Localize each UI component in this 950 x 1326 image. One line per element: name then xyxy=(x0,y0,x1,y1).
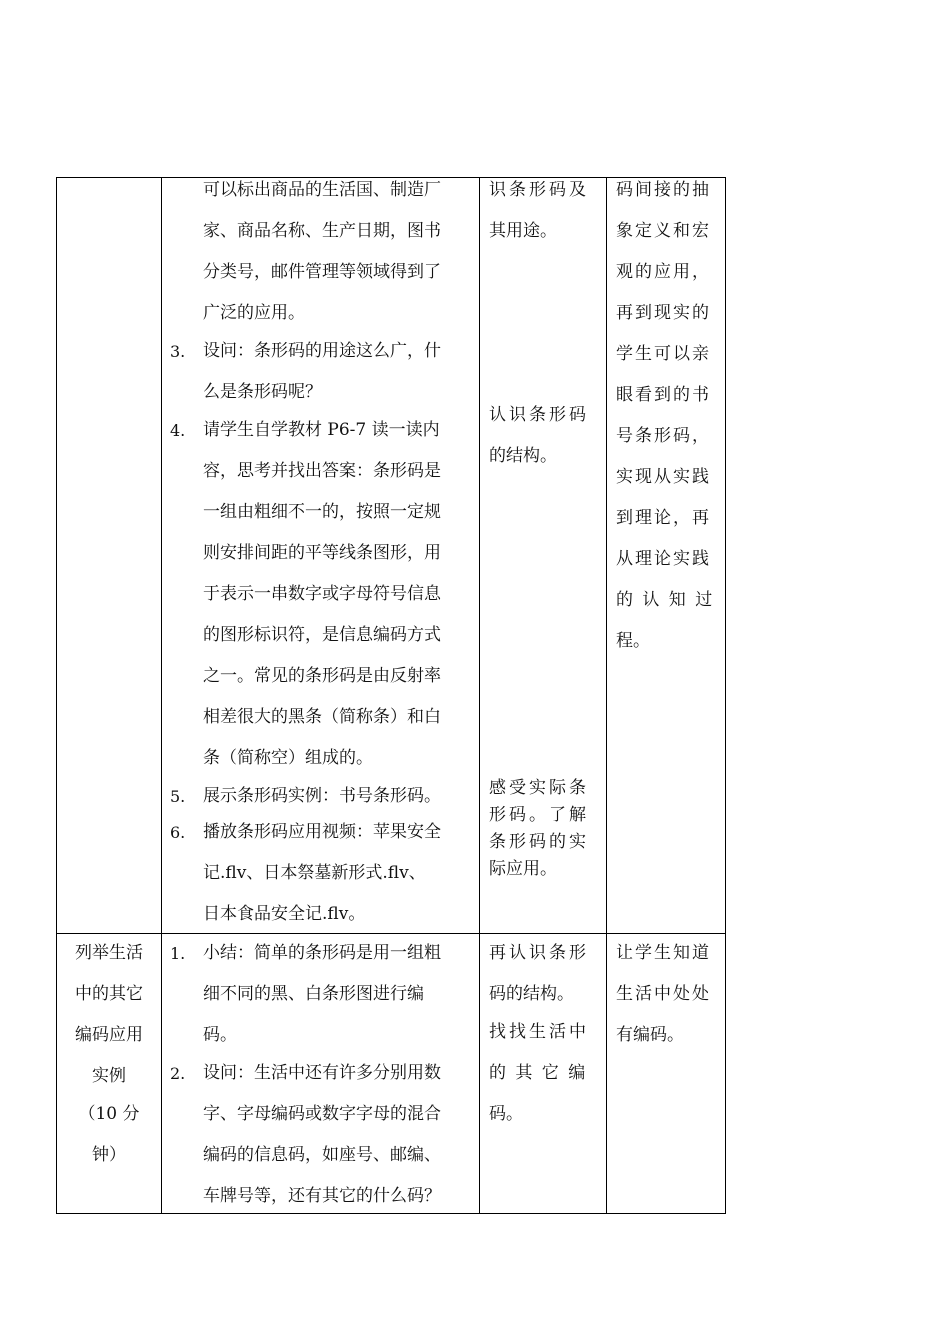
text-line: 小结：简单的条形码是用一组粗 xyxy=(203,943,441,963)
text-line: 的 认 知 过 xyxy=(616,590,715,610)
text-line: 观的应用， xyxy=(616,262,711,282)
text-line: 的图形标识符，是信息编码方式 xyxy=(203,625,441,645)
text-line: 号条形码， xyxy=(616,426,711,446)
text-line: 展示条形码实例：书号条形码。 xyxy=(203,786,441,806)
list-number: 3. xyxy=(170,342,186,361)
text-line: 字、字母编码或数字字母的混合 xyxy=(203,1104,441,1124)
text-line: 码。 xyxy=(489,1104,523,1124)
text-line: 可以标出商品的生活国、制造厂 xyxy=(203,180,441,200)
text-line: 码间接的抽 xyxy=(616,180,711,200)
text-line: 一组由粗细不一的，按照一定规 xyxy=(203,502,441,522)
text-line: 程。 xyxy=(616,631,650,651)
text-line: 于表示一串数字或字母符号信息 xyxy=(203,584,441,604)
text-line: 日本食品安全记.flv。 xyxy=(203,904,366,924)
text-line: 感受实际条 xyxy=(489,778,589,798)
text-line: 生活中处处 xyxy=(616,984,711,1004)
text-line: 则安排间距的平等线条图形，用 xyxy=(203,543,441,563)
text-line: 记.flv、日本祭墓新形式.flv、 xyxy=(203,863,426,883)
list-number: 1. xyxy=(170,944,186,963)
text-line: 车牌号等，还有其它的什么码？ xyxy=(203,1186,441,1206)
text-line: 设问：生活中还有许多分别用数 xyxy=(203,1063,441,1083)
text-line: 让学生知道 xyxy=(616,943,711,963)
text-line: 学生可以亲 xyxy=(616,344,711,364)
text-line: 容，思考并找出答案：条形码是 xyxy=(203,461,441,481)
text-line: 播放条形码应用视频：苹果安全 xyxy=(203,822,441,842)
text-line: 码。 xyxy=(203,1025,237,1045)
text-line: 分类号，邮件管理等领域得到了 xyxy=(203,262,441,282)
text-line: 再到现实的 xyxy=(616,303,711,323)
text-line: 相差很大的黑条（简称条）和白 xyxy=(203,707,441,727)
text-line: 中的其它 xyxy=(75,984,143,1004)
text-line: 编码的信息码，如座号、邮编、 xyxy=(203,1145,441,1165)
text-line: 钟） xyxy=(92,1145,126,1165)
text-line: 编码应用 xyxy=(75,1025,143,1045)
text-line: 象定义和宏 xyxy=(616,221,711,241)
text-line: 找找生活中 xyxy=(489,1022,589,1042)
text-line: 实例 xyxy=(92,1066,126,1086)
text-line: 么是条形码呢？ xyxy=(203,382,322,402)
text-line: 设问：条形码的用途这么广，什 xyxy=(203,341,441,361)
text-line: 广泛的应用。 xyxy=(203,303,305,323)
text-line: 条形码的实 xyxy=(489,832,589,852)
text-line: 请学生自学教材 P6-7 读一读内 xyxy=(203,420,440,440)
text-line: 形码。了解 xyxy=(489,805,589,825)
list-number: 2. xyxy=(170,1064,186,1083)
text-line: 码的结构。 xyxy=(489,984,574,1004)
list-number: 5. xyxy=(170,787,186,806)
text-line: 有编码。 xyxy=(616,1025,684,1045)
text-line: 认识条形码 xyxy=(489,405,589,425)
text-line: 识条形码及 xyxy=(489,180,589,200)
text-line: 其用途。 xyxy=(489,221,557,241)
text-line: 之一。常见的条形码是由反射率 xyxy=(203,666,441,686)
text-line: 从理论实践 xyxy=(616,549,711,569)
text-line: （10 分 xyxy=(78,1104,140,1124)
list-number: 6. xyxy=(170,823,186,842)
text-line: 际应用。 xyxy=(489,859,557,879)
text-line: 实现从实践 xyxy=(616,467,711,487)
text-line: 条（简称空）组成的。 xyxy=(203,748,373,768)
text-line: 家、商品名称、生产日期，图书 xyxy=(203,221,441,241)
text-line: 眼看到的书 xyxy=(616,385,711,405)
row1-col1-cell xyxy=(57,178,162,934)
text-line: 再认识条形 xyxy=(489,943,589,963)
list-number: 4. xyxy=(170,421,186,440)
text-line: 列举生活 xyxy=(75,943,143,963)
text-line: 的结构。 xyxy=(489,446,557,466)
text-line: 细不同的黑、白条形图进行编 xyxy=(203,984,424,1004)
text-line: 到理论，再 xyxy=(616,508,711,528)
text-line: 的 其 它 编 xyxy=(489,1063,588,1083)
